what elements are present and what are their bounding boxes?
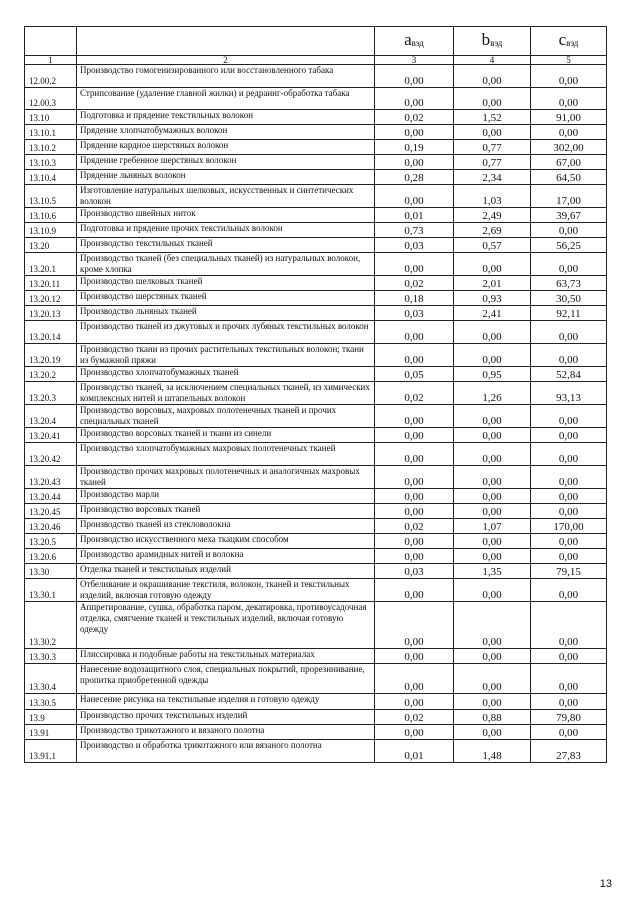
row-name: Изготовление натуральных шелковых, искусственных и синтетических волокон <box>77 185 375 208</box>
table-row <box>25 344 607 367</box>
row-value-a: 0,00 <box>375 466 454 489</box>
row-value-b: 1,03 <box>454 185 531 208</box>
table-row <box>25 185 607 208</box>
row-value-c: 0,00 <box>531 579 607 602</box>
table-row <box>25 253 607 276</box>
row-name: Нанесение водозащитного слоя, специальных покрытий, прорезинивание, пропитка приобретенной одежды <box>77 664 375 694</box>
column-number-row <box>25 56 607 65</box>
row-name: Производство ворсовых тканей <box>77 504 375 519</box>
row-code: 13.20.19 <box>25 344 77 367</box>
row-value-b: 2,34 <box>454 170 531 185</box>
table-row <box>25 306 607 321</box>
row-value-a: 0,00 <box>375 155 454 170</box>
table-row <box>25 466 607 489</box>
table-row <box>25 725 607 740</box>
row-name: Производство ткани из прочих растительных текстильных волокон; ткани из бумажной пряжи <box>77 344 375 367</box>
row-value-c: 0,00 <box>531 649 607 664</box>
row-value-c: 0,00 <box>531 65 607 88</box>
row-value-a: 0,00 <box>375 579 454 602</box>
header-row <box>25 27 607 56</box>
row-value-a: 0,18 <box>375 291 454 306</box>
row-value-c: 91,00 <box>531 110 607 125</box>
row-code: 13.20.3 <box>25 382 77 405</box>
row-value-b: 0,00 <box>454 88 531 110</box>
row-name: Производство тканей (без специальных тканей) из натуральных волокон, кроме хлопка <box>77 253 375 276</box>
row-value-b: 0,57 <box>454 238 531 253</box>
row-code: 13.20.13 <box>25 306 77 321</box>
row-value-a: 0,28 <box>375 170 454 185</box>
row-value-c: 0,00 <box>531 549 607 564</box>
row-value-b: 0,00 <box>454 321 531 344</box>
row-name: Производство хлопчатобумажных махровых полотенечных тканей <box>77 443 375 466</box>
row-code: 13.20.6 <box>25 549 77 564</box>
row-value-b: 0,00 <box>454 253 531 276</box>
table-row <box>25 291 607 306</box>
table-row <box>25 140 607 155</box>
row-name: Производство трикотажного и вязаного полотна <box>77 725 375 740</box>
row-value-c: 52,84 <box>531 367 607 382</box>
table-row <box>25 65 607 88</box>
row-value-c: 0,00 <box>531 602 607 649</box>
row-code: 13.10.4 <box>25 170 77 185</box>
row-value-b: 0,93 <box>454 291 531 306</box>
row-code: 13.20.5 <box>25 534 77 549</box>
ved-coefficients-table <box>24 26 607 763</box>
row-value-c: 0,00 <box>531 405 607 428</box>
row-code: 13.20.42 <box>25 443 77 466</box>
row-value-b: 0,00 <box>454 65 531 88</box>
row-value-a: 0,02 <box>375 382 454 405</box>
row-value-b: 0,88 <box>454 710 531 725</box>
row-name: Отбеливание и окрашивание текстиля, волокон, тканей и текстильных изделий, включая готовую одежду <box>77 579 375 602</box>
table-row <box>25 208 607 223</box>
row-value-a: 0,00 <box>375 253 454 276</box>
table-row <box>25 382 607 405</box>
row-name: Производство хлопчатобумажных тканей <box>77 367 375 382</box>
column-number: 2 <box>77 56 375 65</box>
table-row <box>25 694 607 710</box>
row-value-a: 0,00 <box>375 534 454 549</box>
row-value-a: 0,03 <box>375 238 454 253</box>
row-value-a: 0,03 <box>375 306 454 321</box>
row-name: Производство и обработка трикотажного или вязаного полотна <box>77 740 375 763</box>
row-value-a: 0,73 <box>375 223 454 238</box>
row-value-b: 2,41 <box>454 306 531 321</box>
row-value-b: 0,00 <box>454 579 531 602</box>
row-value-c: 39,67 <box>531 208 607 223</box>
row-value-a: 0,00 <box>375 725 454 740</box>
row-code: 13.20.1 <box>25 253 77 276</box>
row-value-c: 0,00 <box>531 443 607 466</box>
row-value-a: 0,00 <box>375 489 454 504</box>
table-row <box>25 155 607 170</box>
row-value-a: 0,00 <box>375 694 454 710</box>
row-name: Производство ворсовых тканей и ткани из синели <box>77 428 375 443</box>
row-value-a: 0,00 <box>375 504 454 519</box>
table-row <box>25 110 607 125</box>
row-value-a: 0,05 <box>375 367 454 382</box>
row-name: Производство искусственного меха ткацким способом <box>77 534 375 549</box>
row-value-a: 0,00 <box>375 664 454 694</box>
table-row <box>25 534 607 549</box>
row-value-c: 27,83 <box>531 740 607 763</box>
header-code <box>25 27 77 56</box>
row-code: 13.10.2 <box>25 140 77 155</box>
table-row <box>25 170 607 185</box>
row-value-b: 0,77 <box>454 140 531 155</box>
row-value-c: 64,50 <box>531 170 607 185</box>
row-name: Производство марли <box>77 489 375 504</box>
row-value-c: 0,00 <box>531 504 607 519</box>
column-number: 4 <box>454 56 531 65</box>
row-value-b: 0,95 <box>454 367 531 382</box>
row-code: 13.20.2 <box>25 367 77 382</box>
table-row <box>25 443 607 466</box>
table-row <box>25 664 607 694</box>
row-value-a: 0,02 <box>375 110 454 125</box>
table-row <box>25 579 607 602</box>
row-value-b: 0,00 <box>454 489 531 504</box>
row-value-b: 1,35 <box>454 564 531 579</box>
table-row <box>25 489 607 504</box>
row-name: Производство гомогенизированного или восстановленного табака <box>77 65 375 88</box>
row-value-a: 0,00 <box>375 549 454 564</box>
row-value-b: 2,01 <box>454 276 531 291</box>
row-value-c: 0,00 <box>531 344 607 367</box>
row-value-b: 0,00 <box>454 694 531 710</box>
row-value-a: 0,02 <box>375 276 454 291</box>
table-row <box>25 740 607 763</box>
row-value-b: 0,00 <box>454 649 531 664</box>
row-value-b: 0,00 <box>454 125 531 140</box>
row-value-b: 2,49 <box>454 208 531 223</box>
header-a: $a_{вэд}$ <box>375 27 454 56</box>
row-value-c: 0,00 <box>531 125 607 140</box>
row-value-c: 93,13 <box>531 382 607 405</box>
row-value-a: 0,00 <box>375 602 454 649</box>
row-value-c: 0,00 <box>531 223 607 238</box>
row-value-c: 67,00 <box>531 155 607 170</box>
row-code: 13.10.6 <box>25 208 77 223</box>
row-name: Аппретирование, сушка, обработка паром, декатировка, противоусадочная отделка, смягчение тканей и текстильных изделий, включая готовую одежду <box>77 602 375 649</box>
row-value-c: 302,00 <box>531 140 607 155</box>
row-value-b: 0,00 <box>454 725 531 740</box>
row-value-c: 30,50 <box>531 291 607 306</box>
row-code: 13.20.44 <box>25 489 77 504</box>
row-value-c: 0,00 <box>531 664 607 694</box>
row-code: 13.10.5 <box>25 185 77 208</box>
table-row <box>25 276 607 291</box>
row-value-c: 0,00 <box>531 489 607 504</box>
row-value-c: 0,00 <box>531 428 607 443</box>
row-name: Плиссировка и подобные работы на текстильных материалах <box>77 649 375 664</box>
row-name: Производство швейных ниток <box>77 208 375 223</box>
row-value-c: 79,15 <box>531 564 607 579</box>
row-value-b: 0,00 <box>454 405 531 428</box>
row-code: 13.10.1 <box>25 125 77 140</box>
header-b: $b_{вэд}$ <box>454 27 531 56</box>
row-name: Прядение кардное шерстяных волокон <box>77 140 375 155</box>
row-value-a: 0,02 <box>375 519 454 534</box>
table-row <box>25 519 607 534</box>
row-value-c: 92,11 <box>531 306 607 321</box>
table-row <box>25 564 607 579</box>
row-name: Производство шерстяных тканей <box>77 291 375 306</box>
row-code: 13.20.41 <box>25 428 77 443</box>
row-code: 13.30.5 <box>25 694 77 710</box>
row-value-c: 0,00 <box>531 253 607 276</box>
row-code: 13.20.12 <box>25 291 77 306</box>
row-code: 13.10.3 <box>25 155 77 170</box>
row-value-c: 63,73 <box>531 276 607 291</box>
row-name: Производство тканей, за исключением специальных тканей, из химических комплексных нитей и штапельных волокон <box>77 382 375 405</box>
row-value-a: 0,00 <box>375 428 454 443</box>
row-code: 13.20.45 <box>25 504 77 519</box>
row-value-c: 0,00 <box>531 466 607 489</box>
row-name: Производство прочих махровых полотенечных и аналогичных махровых тканей <box>77 466 375 489</box>
row-value-b: 0,00 <box>454 534 531 549</box>
row-name: Отделка тканей и текстильных изделий <box>77 564 375 579</box>
row-name: Нанесение рисунка на текстильные изделия и готовую одежду <box>77 694 375 710</box>
table-row <box>25 504 607 519</box>
row-code: 12.00.2 <box>25 65 77 88</box>
row-value-a: 0,02 <box>375 710 454 725</box>
row-code: 13.20.11 <box>25 276 77 291</box>
row-value-a: 0,19 <box>375 140 454 155</box>
row-name: Производство льняных тканей <box>77 306 375 321</box>
row-code: 13.20.14 <box>25 321 77 344</box>
row-value-c: 0,00 <box>531 694 607 710</box>
row-value-c: 0,00 <box>531 321 607 344</box>
row-name: Прядение льняных волокон <box>77 170 375 185</box>
row-value-a: 0,00 <box>375 65 454 88</box>
row-code: 13.30.1 <box>25 579 77 602</box>
table-row <box>25 602 607 649</box>
row-name: Прядение гребенное шерстяных волокон <box>77 155 375 170</box>
row-code: 13.30.3 <box>25 649 77 664</box>
row-value-c: 0,00 <box>531 88 607 110</box>
row-value-b: 0,00 <box>454 504 531 519</box>
row-code: 13.10.9 <box>25 223 77 238</box>
row-value-b: 0,77 <box>454 155 531 170</box>
row-value-a: 0,00 <box>375 649 454 664</box>
table-row <box>25 710 607 725</box>
row-value-a: 0,01 <box>375 208 454 223</box>
table-row <box>25 405 607 428</box>
row-name: Подготовка и прядение текстильных волокон <box>77 110 375 125</box>
row-code: 13.9 <box>25 710 77 725</box>
table-row <box>25 428 607 443</box>
row-code: 13.30.2 <box>25 602 77 649</box>
row-name: Производство арамидных нитей и волокна <box>77 549 375 564</box>
row-name: Прядение хлопчатобумажных волокон <box>77 125 375 140</box>
table-row <box>25 649 607 664</box>
row-code: 13.20.4 <box>25 405 77 428</box>
row-code: 13.20.43 <box>25 466 77 489</box>
row-value-c: 0,00 <box>531 725 607 740</box>
row-code: 13.91.1 <box>25 740 77 763</box>
row-name: Производство шелковых тканей <box>77 276 375 291</box>
row-value-a: 0,00 <box>375 405 454 428</box>
row-value-a: 0,00 <box>375 443 454 466</box>
row-code: 13.30 <box>25 564 77 579</box>
row-value-b: 0,00 <box>454 549 531 564</box>
row-value-c: 79,80 <box>531 710 607 725</box>
row-value-c: 170,00 <box>531 519 607 534</box>
header-c: $c_{вэд}$ <box>531 27 607 56</box>
row-value-b: 1,52 <box>454 110 531 125</box>
row-value-a: 0,00 <box>375 125 454 140</box>
row-value-c: 0,00 <box>531 534 607 549</box>
row-name: Подготовка и прядение прочих текстильных волокон <box>77 223 375 238</box>
row-name: Производство текстильных тканей <box>77 238 375 253</box>
column-number: 1 <box>25 56 77 65</box>
row-value-b: 0,00 <box>454 664 531 694</box>
row-value-a: 0,00 <box>375 344 454 367</box>
table-row <box>25 549 607 564</box>
row-code: 12.00.3 <box>25 88 77 110</box>
table-row <box>25 367 607 382</box>
row-code: 13.10 <box>25 110 77 125</box>
row-value-c: 56,25 <box>531 238 607 253</box>
row-value-b: 1,07 <box>454 519 531 534</box>
row-value-a: 0,01 <box>375 740 454 763</box>
row-value-a: 0,00 <box>375 185 454 208</box>
table-row <box>25 88 607 110</box>
row-name: Производство тканей из джутовых и прочих лубяных текстильных волокон <box>77 321 375 344</box>
row-value-c: 17,00 <box>531 185 607 208</box>
column-number: 5 <box>531 56 607 65</box>
column-number: 3 <box>375 56 454 65</box>
row-value-b: 1,26 <box>454 382 531 405</box>
row-value-b: 0,00 <box>454 428 531 443</box>
row-value-b: 0,00 <box>454 602 531 649</box>
table-row <box>25 321 607 344</box>
row-name: Производство прочих текстильных изделий <box>77 710 375 725</box>
row-code: 13.91 <box>25 725 77 740</box>
row-code: 13.30.4 <box>25 664 77 694</box>
row-code: 13.20.46 <box>25 519 77 534</box>
row-value-b: 0,00 <box>454 443 531 466</box>
row-name: Производство ворсовых, махровых полотенечных тканей и прочих специальных тканей <box>77 405 375 428</box>
page-number: 13 <box>599 878 612 890</box>
row-name: Стрипсование (удаление главной жилки) и редраинг-обработка табака <box>77 88 375 110</box>
table-row <box>25 223 607 238</box>
row-code: 13.20 <box>25 238 77 253</box>
table-row <box>25 238 607 253</box>
header-name <box>77 27 375 56</box>
row-value-b: 0,00 <box>454 466 531 489</box>
row-value-b: 0,00 <box>454 344 531 367</box>
row-name: Производство тканей из стекловолокна <box>77 519 375 534</box>
table-row <box>25 125 607 140</box>
row-value-a: 0,03 <box>375 564 454 579</box>
row-value-a: 0,00 <box>375 88 454 110</box>
row-value-b: 2,69 <box>454 223 531 238</box>
row-value-b: 1,48 <box>454 740 531 763</box>
row-value-a: 0,00 <box>375 321 454 344</box>
